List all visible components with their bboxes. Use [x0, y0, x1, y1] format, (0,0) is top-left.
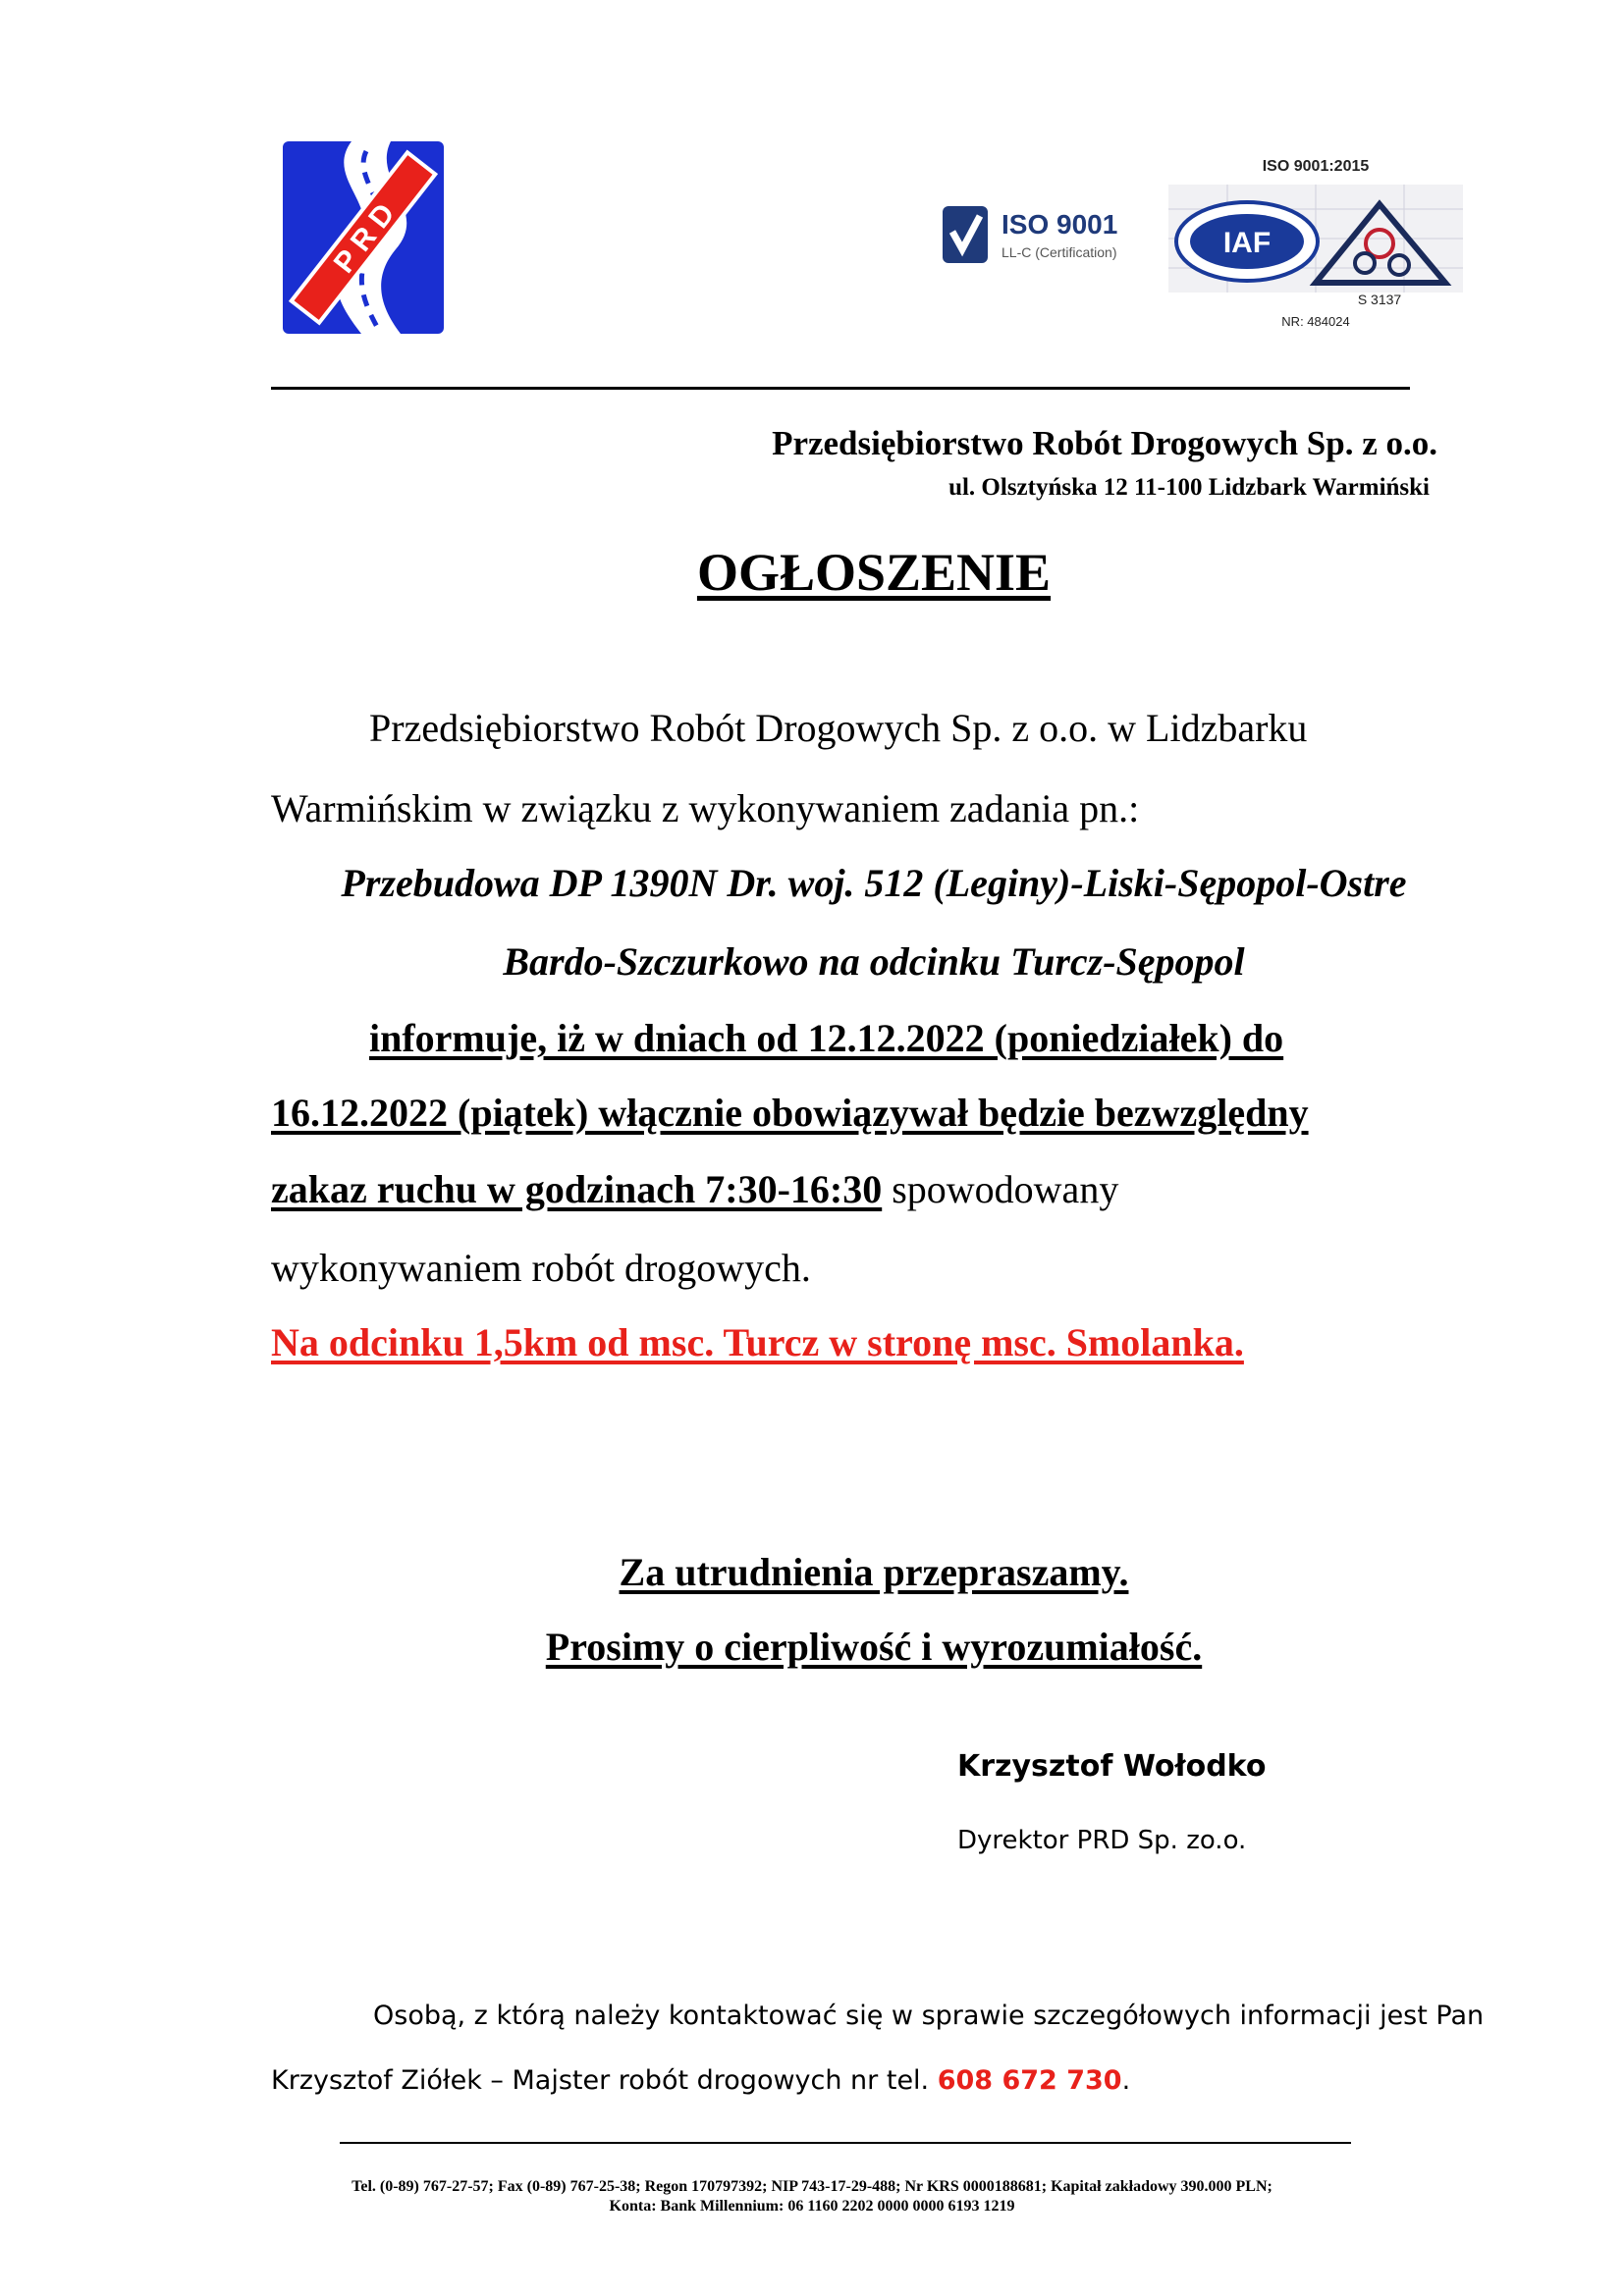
affected-section-notice: Na odcinku 1,5km od msc. Turcz w stronę msc. Smolanka. — [271, 1320, 1244, 1364]
closure-dates-line-2: 16.12.2022 (piątek) włącznie obowiązywał będzie bezwzględny — [271, 1091, 1309, 1135]
body-line-1: Przedsiębiorstwo Robót Drogowych Sp. z o.o. w Lidzbarku — [369, 706, 1308, 750]
body-line-2: Warmińskim w związku z wykonywaniem zadania pn.: — [271, 786, 1140, 830]
closure-dates-line-1: informuje, iż w dniach od 12.12.2022 (poniedziałek) do — [369, 1016, 1284, 1060]
signer-role: Dyrektor PRD Sp. zo.o. — [957, 1826, 1247, 1855]
closure-hours-suffix: spowodowany — [882, 1167, 1119, 1211]
page-title: OGŁOSZENIE — [696, 543, 1052, 602]
prd-logo — [283, 141, 444, 334]
contact-phone: 608 672 730 — [937, 2065, 1122, 2096]
patience-line: Prosimy o cierpliwość i wyrozumiałość. — [545, 1625, 1203, 1669]
iso-9001-badge — [941, 200, 1151, 269]
project-name-line-2: Bardo-Szczurkowo na odcinku Turcz-Sępopol — [503, 939, 1245, 984]
body-line-8: wykonywaniem robót drogowych. — [271, 1246, 811, 1290]
apology-line: Za utrudnienia przepraszamy. — [619, 1550, 1129, 1594]
header-divider — [271, 387, 1410, 390]
footer-divider — [340, 2142, 1351, 2144]
company-name: Przedsiębiorstwo Robót Drogowych Sp. z o.o. — [772, 424, 1437, 462]
iaf-code: S 3137 — [1357, 292, 1402, 307]
contact-end: . — [1121, 2065, 1131, 2096]
iso-badge-title: ISO 9001 — [1001, 209, 1118, 240]
project-name-line-1: Przebudowa DP 1390N Dr. woj. 512 (Leginy)-Liski-Sępopol-Ostre — [341, 861, 1407, 905]
signer-name: Krzysztof Wołodko — [957, 1749, 1267, 1784]
footer-bank-account: Konta: Bank Millennium: 06 1160 2202 0000 0000 6193 1219 — [609, 2198, 1015, 2215]
contact-line-2 — [271, 2065, 1130, 2096]
footer-company-details: Tel. (0-89) 767-27-57; Fax (0-89) 767-25-38; Regon 170797392; NIP 743-17-29-488; Nr KRS 0000188681; Kapitał zakładowy 390.000 PLN; — [352, 2178, 1272, 2195]
svg-text:P R D: P R D — [327, 197, 402, 280]
contact-person: Krzysztof Ziółek – Majster robót drogowych nr tel. — [271, 2065, 938, 2096]
contact-line-1: Osobą, z którą należy kontaktować się w sprawie szczegółowych informacji jest Pan — [373, 2001, 1485, 2031]
iaf-standard-label: ISO 9001:2015 — [1262, 158, 1370, 175]
company-address: ul. Olsztyńska 12 11-100 Lidzbark Warmiński — [948, 474, 1430, 501]
iaf-label: IAF — [1222, 227, 1272, 259]
iso-badge-subtitle: LL-C (Certification) — [1001, 244, 1117, 260]
iaf-certification-logo — [1168, 155, 1463, 332]
certificate-number: NR: 484024 — [1281, 314, 1350, 329]
closure-hours: zakaz ruchu w godzinach 7:30-16:30 — [271, 1167, 883, 1211]
closure-hours-line — [271, 1166, 1118, 1212]
